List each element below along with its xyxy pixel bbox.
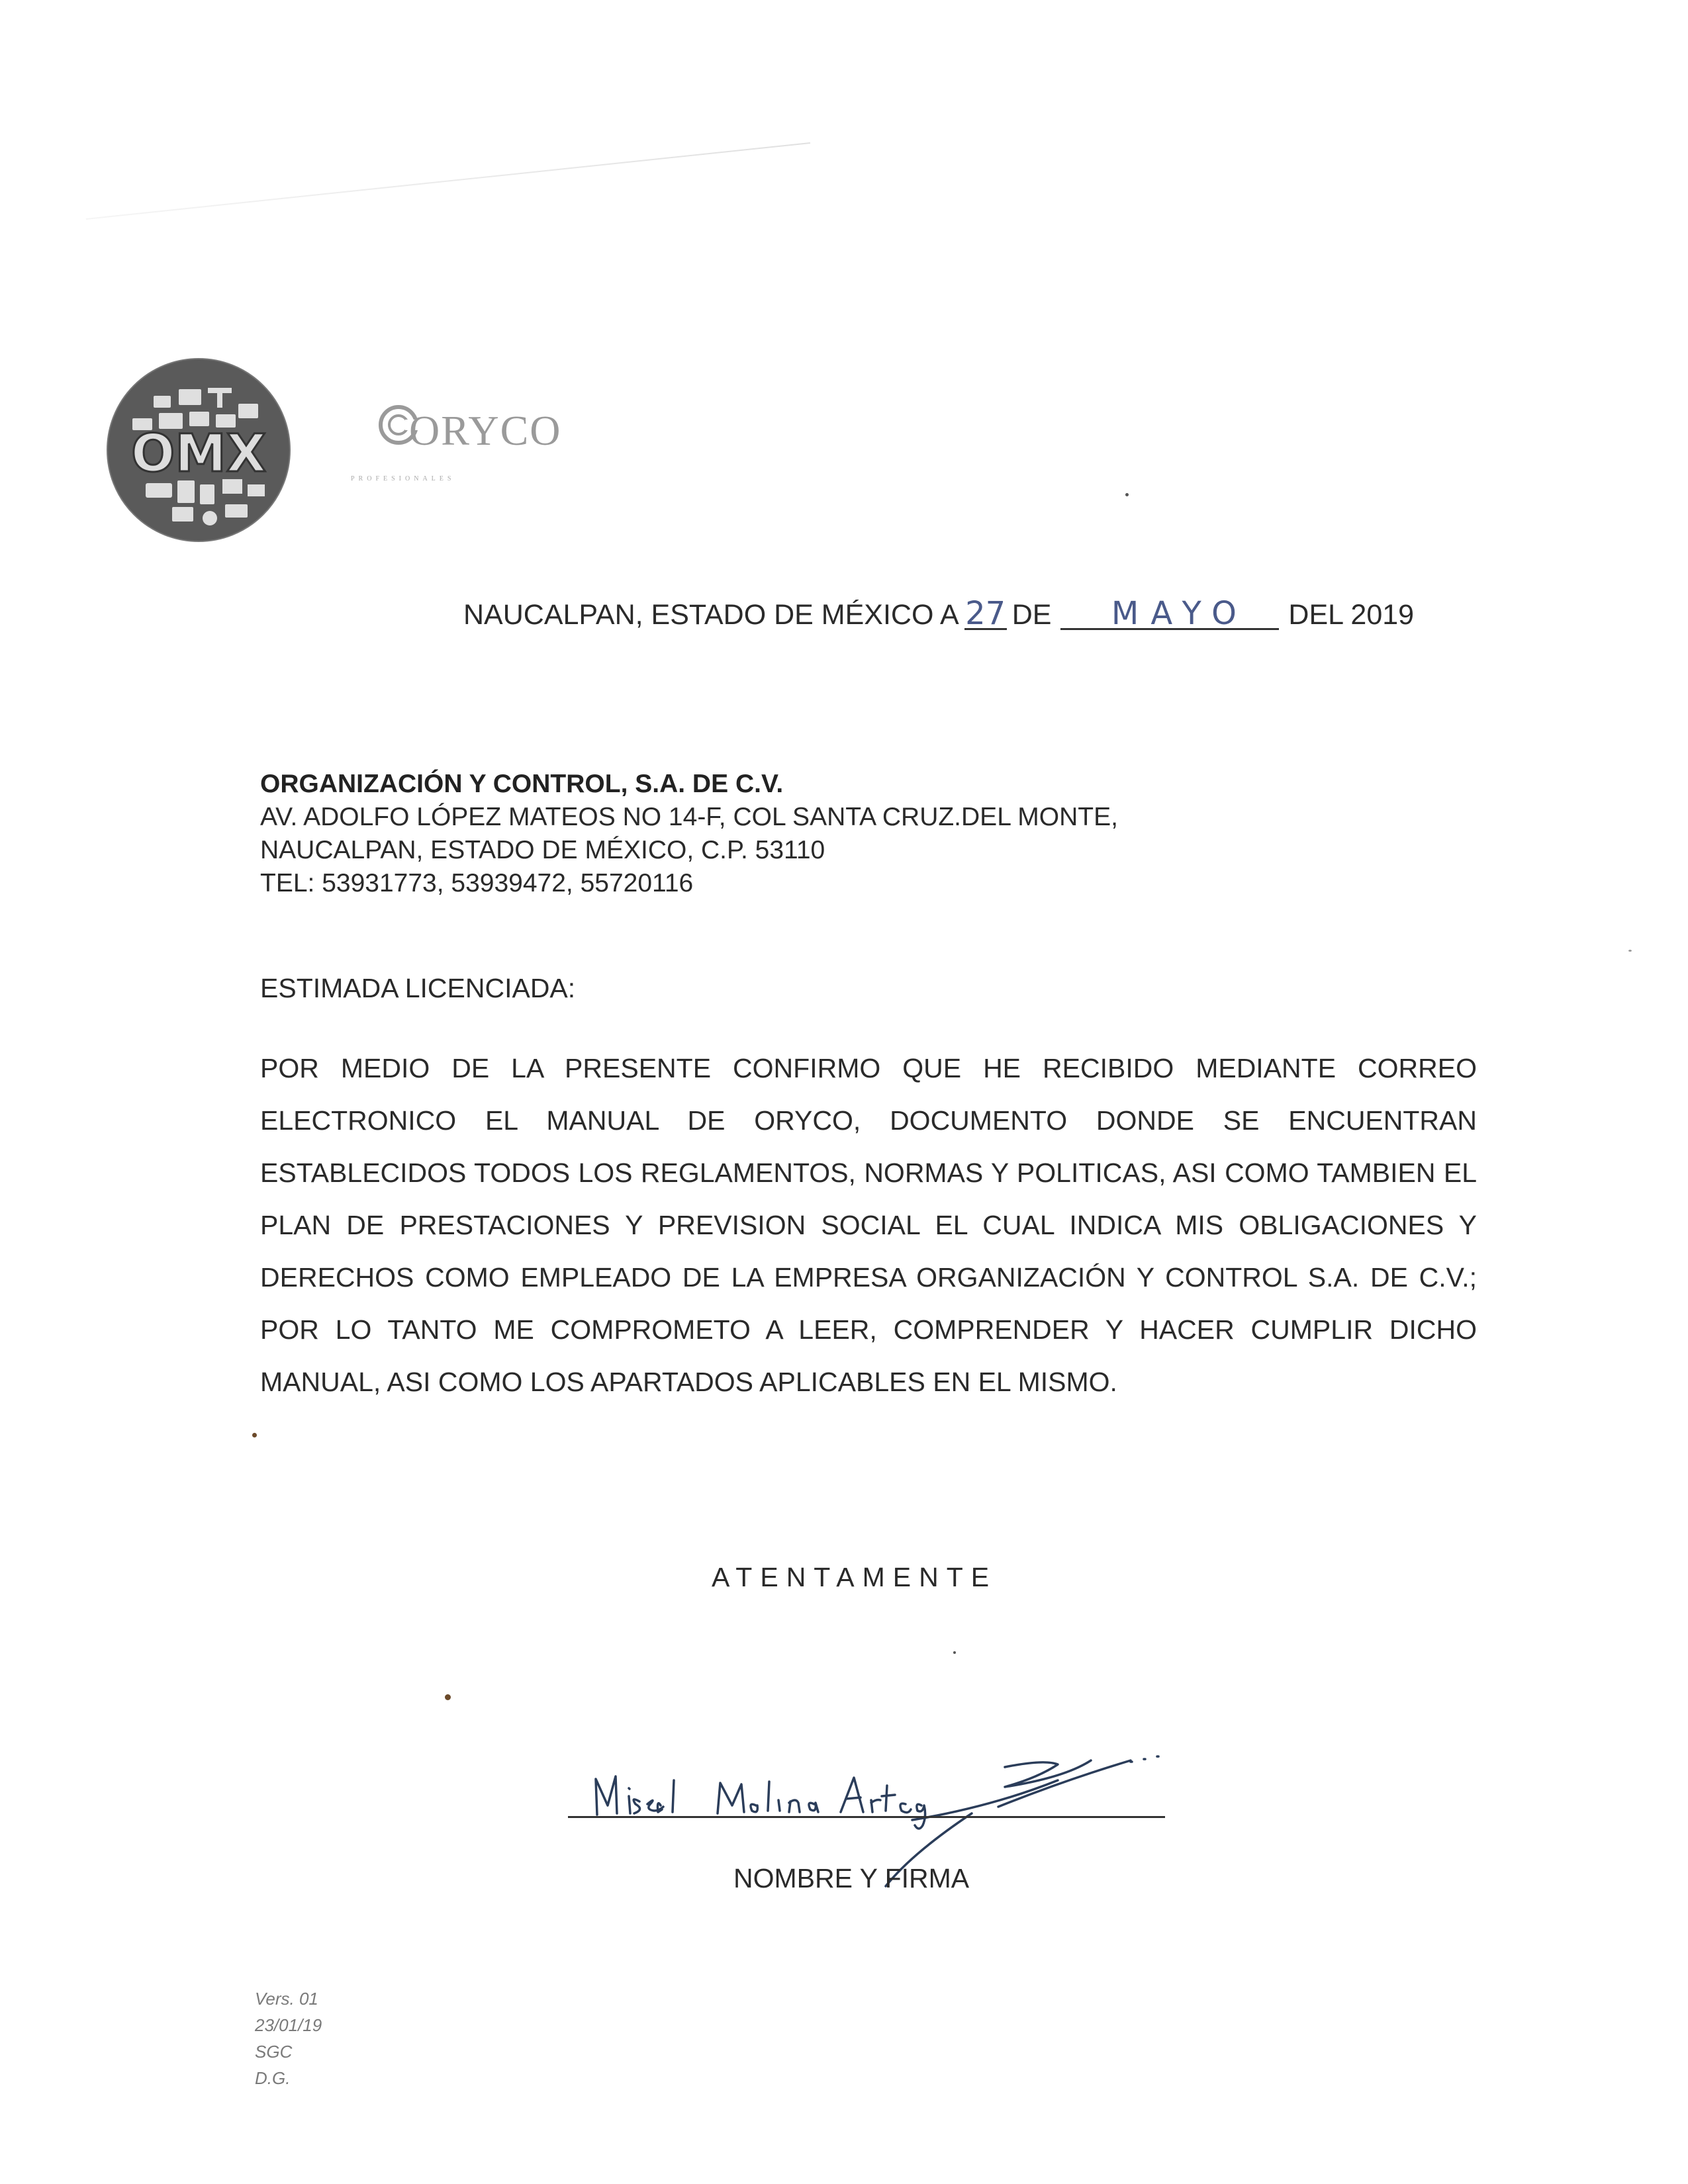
address-phone: TEL: 53931773, 53939472, 55720116 bbox=[260, 869, 694, 897]
address-block bbox=[260, 768, 1253, 900]
footer-version: Vers. 01 bbox=[255, 1989, 318, 2009]
address-line-1: AV. ADOLFO LÓPEZ MATEOS NO 14-F, COL SANTA CRUZ.DEL MONTE, bbox=[260, 803, 1118, 831]
address-line-2: NAUCALPAN, ESTADO DE MÉXICO, C.P. 53110 bbox=[260, 836, 825, 864]
date-prefix: NAUCALPAN, ESTADO DE MÉXICO A bbox=[463, 599, 959, 631]
version-footer bbox=[255, 1985, 322, 2091]
letter-body: POR MEDIO DE LA PRESENTE CONFIRMO QUE HE RECIBIDO MEDIANTE CORREO ELECTRONICO EL MANUAL DE ORYCO, DOCUMENTO DONDE SE ENCUENTRAN ESTABLECIDOS TODOS LOS REGLAMENTOS, NORMAS Y POLITICAS, ASI COMO TAMBIEN EL PLAN DE PRESTACIONES Y PREVISION SOCIAL EL CUAL INDICA MIS OBLIGACIONES Y DERECHOS COMO EMPLEADO DE LA EMPRESA ORGANIZACIÓN Y CONTROL S.A. DE C.V.; POR LO TANTO ME COMPROMETO A LEER, COMPRENDER Y HACER CUMPLIR DICHO MANUAL, ASI COMO LOS APARTADOS APLICABLES EN EL MISMO. bbox=[260, 1053, 1477, 1397]
closing: ATENTAMENTE bbox=[712, 1562, 998, 1592]
date-de: DE bbox=[1011, 599, 1052, 631]
date-line bbox=[463, 595, 1415, 632]
scan-speck bbox=[1125, 493, 1129, 496]
omx-logo bbox=[106, 357, 291, 543]
signature-line bbox=[568, 1816, 1165, 1818]
scan-speck bbox=[445, 1694, 451, 1700]
scan-artifact-line bbox=[86, 142, 810, 220]
company-name: ORGANIZACIÓN Y CONTROL, S.A. DE C.V. bbox=[260, 770, 784, 798]
oryco-logo-text: ORYCO bbox=[409, 407, 562, 454]
oryco-logo-subtitle: PROFESIONALES bbox=[351, 475, 455, 482]
signature-text: Misael Molina Arteaga bbox=[568, 1727, 575, 1728]
scan-speck bbox=[953, 1651, 956, 1654]
footer-date: 23/01/19 bbox=[255, 2015, 322, 2035]
omx-logo-text: OMX bbox=[130, 424, 267, 484]
date-month-handwritten: MAYO bbox=[1060, 599, 1279, 630]
signature-label: NOMBRE Y FIRMA bbox=[733, 1863, 970, 1893]
date-suffix: DEL 2019 bbox=[1288, 599, 1415, 631]
scan-speck bbox=[1628, 950, 1632, 952]
oryco-logo bbox=[344, 397, 569, 483]
footer-dept-dg: D.G. bbox=[255, 2068, 291, 2088]
greeting: ESTIMADA LICENCIADA: bbox=[260, 973, 576, 1003]
scan-speck bbox=[252, 1433, 257, 1437]
footer-dept-sgc: SGC bbox=[255, 2042, 293, 2062]
date-day-handwritten: 27 bbox=[965, 595, 1006, 632]
